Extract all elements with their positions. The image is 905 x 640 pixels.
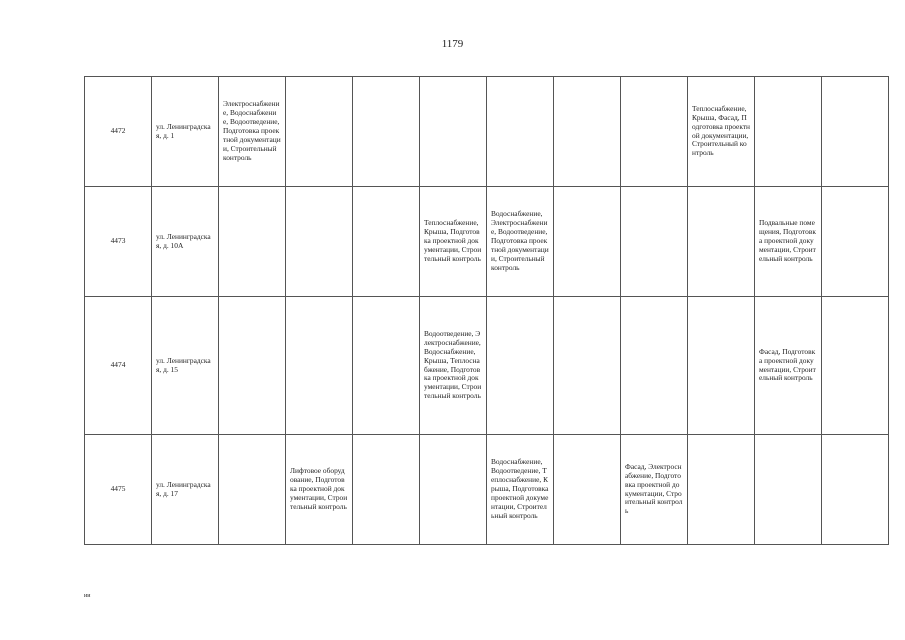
work-cell (755, 435, 822, 545)
work-cell (219, 297, 286, 435)
work-cell (353, 435, 420, 545)
page-number: 1179 (441, 38, 464, 50)
address-cell: ул. Ленинградская, д. 17 (152, 435, 219, 545)
table-row (85, 435, 889, 545)
work-cell: Теплоснабжение, Крыша, Подготовка проектной документации, Строительный контроль (420, 187, 487, 297)
table-row (85, 297, 889, 435)
table-row (85, 187, 889, 297)
work-cell (286, 297, 353, 435)
footer-mark: ии (84, 593, 91, 599)
work-cell (822, 187, 889, 297)
address-cell: ул. Ленинградская, д. 1 (152, 77, 219, 187)
work-cell (219, 435, 286, 545)
work-cell (755, 77, 822, 187)
address-cell: ул. Ленинградская, д. 10А (152, 187, 219, 297)
work-cell (353, 297, 420, 435)
work-cell (353, 187, 420, 297)
work-cell: Теплоснабжение, Крыша, Фасад, Подготовка проектной документации, Строительный контроль (688, 77, 755, 187)
work-cell (420, 435, 487, 545)
work-cell (688, 435, 755, 545)
row-number: 4474 (85, 297, 152, 435)
work-cell (487, 297, 554, 435)
work-cell (688, 297, 755, 435)
work-cell (487, 77, 554, 187)
work-cell (554, 187, 621, 297)
work-cell (353, 77, 420, 187)
work-cell (621, 297, 688, 435)
work-cell (822, 297, 889, 435)
row-number: 4473 (85, 187, 152, 297)
work-cell: Фасад, Подготовка проектной документации, Строительный контроль (755, 297, 822, 435)
work-cell (554, 77, 621, 187)
work-cell (822, 77, 889, 187)
row-number: 4475 (85, 435, 152, 545)
work-cell: Лифтовое оборудование, Подготовка проектной документации, Строительный контроль (286, 435, 353, 545)
work-cell (219, 187, 286, 297)
work-cell: Водоотведение, Электроснабжение, Водоснабжение, Крыша, Теплоснабжение, Подготовка проектной документации, Строительный контроль (420, 297, 487, 435)
work-cell (286, 77, 353, 187)
row-number: 4472 (85, 77, 152, 187)
work-cell (554, 435, 621, 545)
work-cell (286, 187, 353, 297)
address-cell: ул. Ленинградская, д. 15 (152, 297, 219, 435)
work-cell: Водоснабжение, Водоотведение, Теплоснабжение, Крыша, Подготовка проектной документации, Строительный контроль (487, 435, 554, 545)
work-cell (621, 77, 688, 187)
work-cell: Подвальные помещения, Подготовка проектной документации, Строительный контроль (755, 187, 822, 297)
work-schedule-table (84, 76, 889, 545)
work-cell (420, 77, 487, 187)
work-cell (621, 187, 688, 297)
work-cell: Электроснабжение, Водоснабжение, Водоотведение, Подготовка проектной документации, Строительный контроль (219, 77, 286, 187)
work-cell: Фасад, Электроснабжение, Подготовка проектной документации, Строительный контроль (621, 435, 688, 545)
work-cell: Водоснабжение, Электроснабжение, Водоотведение, Подготовка проектной документации, Строительный контроль (487, 187, 554, 297)
work-cell (688, 187, 755, 297)
work-cell (554, 297, 621, 435)
table-row (85, 77, 889, 187)
work-cell (822, 435, 889, 545)
